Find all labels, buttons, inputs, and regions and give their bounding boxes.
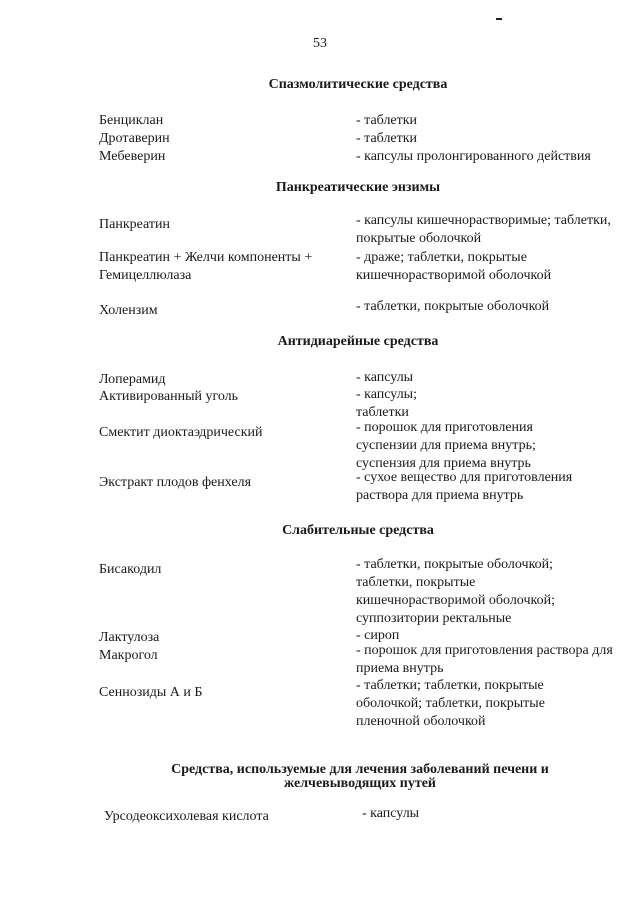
drug-form: - сухое вещество для приготовления раствора для приема внутрь <box>356 470 573 503</box>
drug-name: Бисакодил <box>99 562 162 577</box>
drug-name: Мебеверин <box>99 149 166 164</box>
drug-name: Экстракт плодов фенхеля <box>99 475 252 490</box>
page-number: 53 <box>313 36 327 51</box>
drug-form: - капсулы <box>362 806 420 821</box>
drug-name: Дротаверин <box>99 131 170 146</box>
drug-name: Холензим <box>99 303 158 318</box>
drug-form: - таблетки <box>356 113 418 128</box>
section-title-laxatives: Слабительные средства <box>282 523 434 538</box>
drug-name: Сеннозиды А и Б <box>99 685 203 700</box>
drug-name: Урсодеоксихолевая кислота <box>104 809 269 824</box>
drug-form: - таблетки <box>356 131 418 146</box>
section-title-pancreatic-enzymes: Панкреатические энзимы <box>275 180 441 195</box>
drug-form: - капсулы кишечнорастворимые; таблетки, покрытые оболочкой <box>356 213 611 246</box>
section-title-spasmolytics: Спазмолитические средства <box>268 77 448 92</box>
drug-name: Лактулоза <box>99 630 160 645</box>
drug-name: Панкреатин <box>99 217 170 232</box>
drug-form: - драже; таблетки, покрытые кишечнорастворимой оболочкой <box>356 250 552 283</box>
drug-form: - порошок для приготовления раствора для приема внутрь <box>356 643 613 676</box>
drug-form: - сироп <box>356 628 400 643</box>
drug-name: Активированный уголь <box>99 389 239 404</box>
scan-mark <box>496 18 502 20</box>
section-title-antidiarrheals: Антидиарейные средства <box>277 334 439 349</box>
drug-name: Смектит диоктаэдрический <box>99 425 263 440</box>
drug-name: Лоперамид <box>99 372 166 387</box>
drug-form: - капсулы пролонгированного действия <box>356 149 591 164</box>
drug-form: - таблетки, покрытые оболочкой <box>356 299 550 314</box>
drug-form: - порошок для приготовления суспензии для приема внутрь; суспензия для приема внутрь <box>356 420 536 471</box>
drug-form: - капсулы; таблетки <box>356 387 417 420</box>
drug-form: - капсулы <box>356 370 414 385</box>
drug-name: Панкреатин + Желчи компоненты + Гемицеллюлаза <box>99 250 313 283</box>
section-title-liver-biliary: Средства, используемые для лечения заболеваний печени и желчевыводящих путей <box>171 762 549 791</box>
drug-name: Макрогол <box>99 648 158 663</box>
drug-name: Бенциклан <box>99 113 164 128</box>
drug-form: - таблетки; таблетки, покрытые оболочкой; таблетки, покрытые пленочной оболочкой <box>356 678 545 729</box>
drug-form: - таблетки, покрытые оболочкой; таблетки, покрытые кишечнорастворимой оболочкой; суппозитории ректальные <box>356 557 555 626</box>
